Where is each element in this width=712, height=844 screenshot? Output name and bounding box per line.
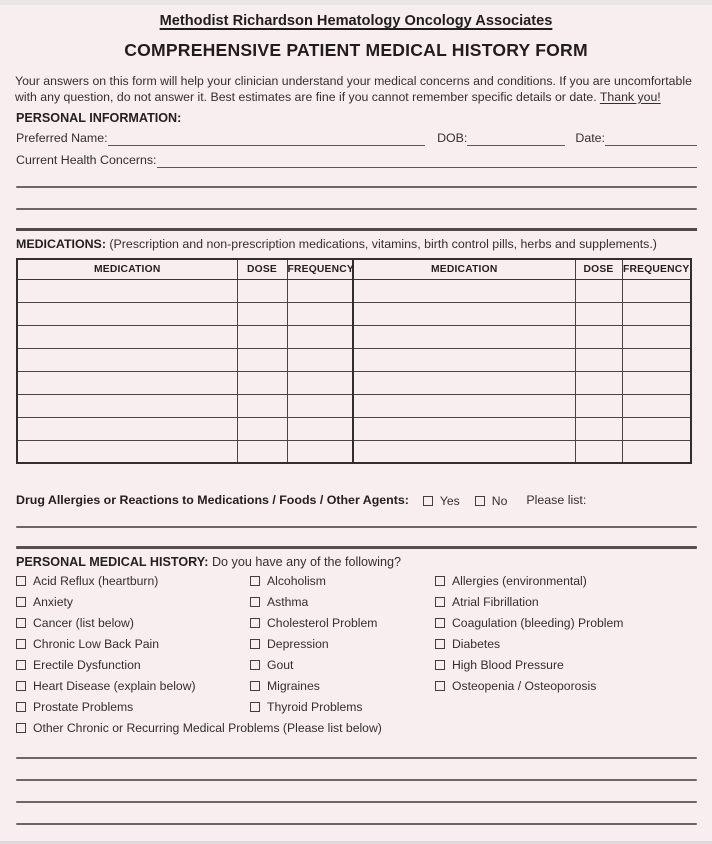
write-in-line[interactable] — [16, 779, 697, 781]
checkbox-icon[interactable] — [16, 681, 26, 691]
med-table-cell[interactable] — [575, 394, 622, 417]
preferred-name-field[interactable] — [108, 133, 425, 146]
checkbox-icon[interactable] — [16, 723, 26, 733]
history-checkbox-item[interactable] — [250, 570, 435, 591]
med-table-cell[interactable] — [237, 394, 287, 417]
allergy-option-yes[interactable] — [423, 490, 460, 511]
med-table-row — [17, 417, 691, 440]
checkbox-icon[interactable] — [435, 597, 445, 607]
health-concerns-lines — [16, 186, 697, 210]
med-table-cell[interactable] — [237, 371, 287, 394]
checkbox-icon[interactable] — [16, 597, 26, 607]
history-checkbox-item-label: Allergies (environmental) — [452, 573, 587, 588]
history-checkbox-item-label: Osteopenia / Osteoporosis — [452, 678, 597, 693]
page-top-edge — [0, 0, 712, 5]
history-column — [250, 570, 435, 717]
medications-table — [16, 258, 692, 464]
checkbox-icon[interactable] — [250, 681, 260, 691]
med-table-row — [17, 279, 691, 302]
med-table-cell[interactable] — [353, 325, 575, 348]
history-checkbox-item-label: Prostate Problems — [33, 699, 134, 714]
history-checkbox-item[interactable] — [16, 591, 250, 612]
med-table-cell[interactable] — [237, 279, 287, 302]
med-table-cell[interactable] — [17, 279, 237, 302]
med-table-cell[interactable] — [353, 394, 575, 417]
checkbox-icon[interactable] — [16, 702, 26, 712]
checkbox-icon[interactable] — [435, 618, 445, 628]
history-column — [16, 570, 250, 717]
med-table-cell[interactable] — [622, 348, 691, 371]
bottom-write-lines — [16, 757, 697, 825]
history-checkbox-item[interactable] — [250, 654, 435, 675]
med-table-cell[interactable] — [575, 440, 622, 463]
history-checkbox-item-label: Erectile Dysfunction — [33, 657, 141, 672]
history-checkbox-item-label: Cancer (list below) — [33, 615, 134, 630]
history-full-row — [16, 717, 382, 738]
med-table-cell[interactable] — [622, 371, 691, 394]
checkbox-icon[interactable] — [250, 639, 260, 649]
checkbox-icon[interactable] — [435, 681, 445, 691]
med-table-cell[interactable] — [287, 440, 353, 463]
med-table-cell[interactable] — [622, 279, 691, 302]
history-checkbox-item[interactable] — [250, 591, 435, 612]
history-checkbox-item[interactable] — [435, 591, 702, 612]
med-table-cell[interactable] — [353, 348, 575, 371]
date-label: Date: — [575, 131, 605, 145]
history-checkbox-item-label: Thyroid Problems — [267, 699, 363, 714]
date-field[interactable] — [605, 133, 697, 146]
history-checkbox-item-label: Heart Disease (explain below) — [33, 678, 196, 693]
intro-text: Your answers on this form will help your clinician understand your medical concerns and conditions. If you are uncomfortable with any question, do not answer it. Best estimates are fine if you cannot remember specific details or date. — [15, 74, 692, 104]
section-divider — [16, 228, 697, 231]
history-checkbox-item-label: Alcoholism — [267, 573, 326, 588]
med-table-cell[interactable] — [287, 302, 353, 325]
history-checkbox-item[interactable] — [435, 570, 702, 591]
checkbox-icon[interactable] — [16, 576, 26, 586]
checkbox-icon[interactable] — [423, 496, 433, 506]
med-column-header: DOSE — [237, 259, 287, 279]
medical-history-heading — [16, 555, 401, 569]
med-table-cell[interactable] — [622, 394, 691, 417]
checkbox-icon[interactable] — [435, 576, 445, 586]
med-table-row — [17, 440, 691, 463]
allergy-row — [16, 490, 697, 511]
history-column — [435, 570, 702, 717]
med-table-cell[interactable] — [17, 325, 237, 348]
med-table-cell[interactable] — [353, 371, 575, 394]
checkbox-icon[interactable] — [250, 576, 260, 586]
history-checkbox-item-label: Gout — [267, 657, 294, 672]
med-table-cell[interactable] — [622, 440, 691, 463]
history-checkbox-item-label: Chronic Low Back Pain — [33, 636, 159, 651]
checkbox-icon[interactable] — [250, 597, 260, 607]
med-table-cell[interactable] — [622, 302, 691, 325]
med-table-cell[interactable] — [237, 417, 287, 440]
history-checkbox-item[interactable] — [435, 612, 702, 633]
history-checkbox-item[interactable] — [435, 654, 702, 675]
med-table-row — [17, 325, 691, 348]
med-column-header: FREQUENCY — [287, 259, 353, 279]
allergy-option-yes-label: Yes — [439, 493, 460, 508]
med-table-cell[interactable] — [17, 440, 237, 463]
history-checkbox-item-label: Coagulation (bleeding) Problem — [452, 615, 624, 630]
allergy-option-no[interactable] — [475, 490, 508, 511]
medical-history-title: PERSONAL MEDICAL HISTORY: — [16, 555, 209, 569]
preferred-name-row — [16, 131, 697, 146]
medications-heading — [16, 237, 657, 251]
med-table-cell[interactable] — [17, 394, 237, 417]
checkbox-icon[interactable] — [435, 639, 445, 649]
history-checkbox-item-label: High Blood Pressure — [452, 657, 564, 672]
history-checkbox-item[interactable] — [16, 633, 250, 654]
med-table-cell[interactable] — [575, 302, 622, 325]
med-table-cell[interactable] — [575, 325, 622, 348]
medical-history-question: Do you have any of the following? — [211, 555, 401, 569]
med-table-cell[interactable] — [287, 279, 353, 302]
checkbox-icon[interactable] — [250, 702, 260, 712]
history-checkbox-item[interactable] — [16, 570, 250, 591]
history-checkbox-item[interactable] — [250, 633, 435, 654]
med-table-cell[interactable] — [575, 417, 622, 440]
med-table-cell[interactable] — [237, 440, 287, 463]
history-checkbox-item[interactable] — [16, 675, 250, 696]
history-checkbox-item-label: Migraines — [267, 678, 320, 693]
checkbox-icon[interactable] — [16, 660, 26, 670]
med-table-row — [17, 348, 691, 371]
checkbox-icon[interactable] — [250, 618, 260, 628]
history-checkbox-item[interactable] — [16, 654, 250, 675]
med-table-cell[interactable] — [17, 348, 237, 371]
history-columns — [16, 570, 702, 717]
medications-table-head — [17, 259, 691, 279]
med-table-cell[interactable] — [287, 417, 353, 440]
med-table-cell[interactable] — [353, 417, 575, 440]
please-list-label: Please list: — [526, 493, 587, 507]
history-checkbox-item-label: Atrial Fibrillation — [452, 594, 539, 609]
history-checkbox-item-label: Anxiety — [33, 594, 73, 609]
med-table-cell[interactable] — [622, 325, 691, 348]
med-table-cell[interactable] — [17, 417, 237, 440]
current-health-field[interactable] — [157, 155, 698, 168]
history-checkbox-item[interactable] — [16, 696, 250, 717]
medications-note: (Prescription and non-prescription medications, vitamins, birth control pills, herbs and supplements.) — [109, 237, 657, 251]
checkbox-icon[interactable] — [16, 618, 26, 628]
intro-paragraph — [15, 74, 699, 105]
history-checkbox-item-label: Diabetes — [452, 636, 501, 651]
current-health-row — [16, 153, 697, 168]
med-column-header: DOSE — [575, 259, 622, 279]
med-table-cell[interactable] — [237, 302, 287, 325]
dob-field[interactable] — [467, 133, 565, 146]
history-checkbox-item[interactable] — [435, 633, 702, 654]
med-table-cell[interactable] — [575, 348, 622, 371]
med-table-row — [17, 371, 691, 394]
history-checkbox-item-label: Depression — [267, 636, 329, 651]
clinic-name: Methodist Richardson Hematology Oncology Associates — [159, 13, 553, 29]
history-checkbox-item-label: Cholesterol Problem — [267, 615, 378, 630]
allergy-options — [423, 490, 507, 511]
history-checkbox-item[interactable] — [16, 612, 250, 633]
history-checkbox-item-label: Other Chronic or Recurring Medical Problems (Please list below) — [33, 720, 382, 735]
history-checkbox-item[interactable] — [435, 675, 702, 696]
checkbox-icon[interactable] — [16, 639, 26, 649]
write-in-line[interactable] — [16, 546, 697, 549]
history-checkbox-item[interactable] — [250, 612, 435, 633]
med-table-row — [17, 394, 691, 417]
history-checkbox-item[interactable] — [16, 717, 382, 738]
write-in-line[interactable] — [16, 757, 697, 759]
form-title: COMPREHENSIVE PATIENT MEDICAL HISTORY FORM — [124, 40, 588, 60]
checkbox-icon[interactable] — [435, 660, 445, 670]
checkbox-icon[interactable] — [475, 496, 485, 506]
write-in-line[interactable] — [16, 208, 697, 210]
medications-title: MEDICATIONS: — [16, 237, 106, 251]
current-health-label: Current Health Concerns: — [16, 153, 157, 167]
intro-emphasis: Thank you! — [599, 89, 661, 104]
med-table-cell[interactable] — [17, 371, 237, 394]
med-table-cell[interactable] — [353, 440, 575, 463]
med-table-cell[interactable] — [237, 325, 287, 348]
history-checkbox-item[interactable] — [250, 675, 435, 696]
allergy-option-no-label: No — [491, 493, 508, 508]
medications-table-body — [17, 279, 691, 463]
allergy-list-lines — [16, 526, 697, 549]
preferred-name-label: Preferred Name: — [16, 131, 108, 145]
history-checkbox-item-label: Asthma — [267, 594, 309, 609]
med-column-header: MEDICATION — [17, 259, 237, 279]
med-table-cell[interactable] — [287, 394, 353, 417]
write-in-line[interactable] — [16, 526, 697, 528]
med-table-cell[interactable] — [287, 325, 353, 348]
med-column-header: MEDICATION — [353, 259, 575, 279]
med-table-cell[interactable] — [237, 348, 287, 371]
write-in-line[interactable] — [16, 801, 697, 803]
checkbox-icon[interactable] — [250, 660, 260, 670]
med-table-cell[interactable] — [287, 371, 353, 394]
write-in-line[interactable] — [16, 186, 697, 188]
med-table-cell[interactable] — [575, 279, 622, 302]
write-in-line[interactable] — [16, 823, 697, 825]
med-column-header: FREQUENCY — [622, 259, 691, 279]
med-table-cell[interactable] — [17, 302, 237, 325]
allergy-label: Drug Allergies or Reactions to Medications / Foods / Other Agents: — [16, 493, 409, 507]
dob-label: DOB: — [437, 131, 468, 145]
history-checkbox-item-label: Acid Reflux (heartburn) — [33, 573, 159, 588]
med-table-cell[interactable] — [575, 371, 622, 394]
med-table-cell[interactable] — [353, 279, 575, 302]
med-table-row — [17, 302, 691, 325]
med-table-cell[interactable] — [353, 302, 575, 325]
med-table-cell[interactable] — [622, 417, 691, 440]
history-checkbox-item[interactable] — [250, 696, 435, 717]
med-table-cell[interactable] — [287, 348, 353, 371]
personal-info-heading: PERSONAL INFORMATION: — [16, 111, 182, 125]
